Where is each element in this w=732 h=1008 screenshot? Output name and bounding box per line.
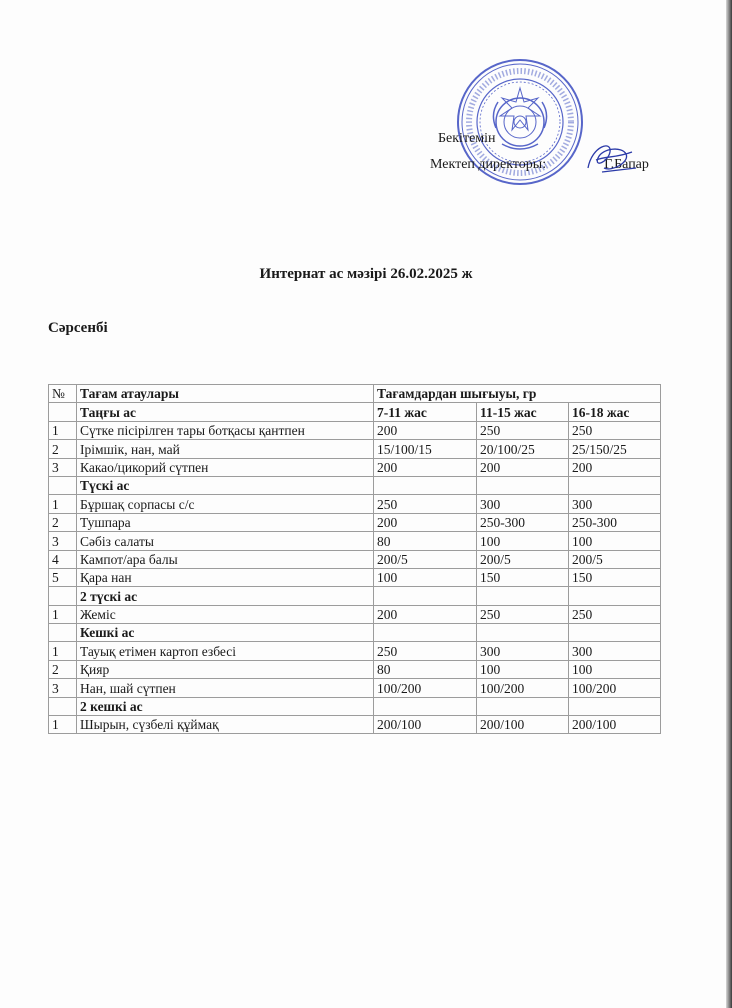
dish-name: Тауық етімен картоп езбесі <box>77 642 374 660</box>
portion-11-15: 100 <box>477 532 569 550</box>
portion-11-15: 200/5 <box>477 550 569 568</box>
section-name: Таңғы ас <box>77 403 374 421</box>
portion-11-15: 200/100 <box>477 716 569 734</box>
row-number: 1 <box>49 421 77 439</box>
column-dish-header: Тағам атаулары <box>77 385 374 403</box>
section-number-cell <box>49 587 77 605</box>
portion-7-11: 15/100/15 <box>374 440 477 458</box>
row-number: 3 <box>49 458 77 476</box>
portion-16-18: 300 <box>569 495 661 513</box>
portion-16-18: 200/100 <box>569 716 661 734</box>
portion-11-15: 150 <box>477 568 569 586</box>
portion-16-18: 250 <box>569 605 661 623</box>
age-group-header: 7-11 жас <box>374 403 477 421</box>
row-number: 2 <box>49 440 77 458</box>
column-yield-header: Тағамдардан шығыуы, гр <box>374 385 661 403</box>
dish-name: Сәбіз салаты <box>77 532 374 550</box>
empty-cell <box>374 476 477 494</box>
dish-name: Какао/цикорий сүтпен <box>77 458 374 476</box>
empty-cell <box>477 587 569 605</box>
table-row <box>49 679 661 697</box>
row-number: 2 <box>49 513 77 531</box>
portion-11-15: 100/200 <box>477 679 569 697</box>
portion-11-15: 300 <box>477 495 569 513</box>
portion-16-18: 25/150/25 <box>569 440 661 458</box>
portion-11-15: 250 <box>477 605 569 623</box>
menu-table <box>48 384 661 734</box>
portion-16-18: 100/200 <box>569 679 661 697</box>
row-number: 5 <box>49 568 77 586</box>
portion-7-11: 100 <box>374 568 477 586</box>
table-row <box>49 440 661 458</box>
section-number-cell <box>49 476 77 494</box>
portion-16-18: 300 <box>569 642 661 660</box>
section-header-row <box>49 587 661 605</box>
dish-name: Тушпара <box>77 513 374 531</box>
table-row <box>49 642 661 660</box>
portion-11-15: 300 <box>477 642 569 660</box>
portion-7-11: 200 <box>374 458 477 476</box>
section-header-row <box>49 476 661 494</box>
section-header-row <box>49 624 661 642</box>
portion-7-11: 80 <box>374 532 477 550</box>
portion-11-15: 100 <box>477 660 569 678</box>
portion-11-15: 20/100/25 <box>477 440 569 458</box>
dish-name: Нан, шай сүтпен <box>77 679 374 697</box>
section-number-cell <box>49 697 77 715</box>
row-number: 1 <box>49 716 77 734</box>
portion-7-11: 100/200 <box>374 679 477 697</box>
portion-16-18: 150 <box>569 568 661 586</box>
approved-label: Бекітемін <box>438 131 496 146</box>
menu-title: Интернат ас мәзірі 26.02.2025 ж <box>259 266 473 282</box>
table-header-row <box>49 385 661 403</box>
age-group-header: 16-18 жас <box>569 403 661 421</box>
dish-name: Шырын, сүзбелі құймақ <box>77 716 374 734</box>
row-number: 3 <box>49 679 77 697</box>
table-row <box>49 568 661 586</box>
scan-edge-shadow <box>726 0 732 1008</box>
table-row <box>49 513 661 531</box>
empty-cell <box>374 624 477 642</box>
portion-7-11: 200/100 <box>374 716 477 734</box>
empty-cell <box>569 476 661 494</box>
dish-name: Сүтке пісірілген тары ботқасы қантпен <box>77 421 374 439</box>
director-name: Г.Бапар <box>604 157 649 172</box>
table-row <box>49 458 661 476</box>
section-number-cell <box>49 403 77 421</box>
portion-16-18: 200 <box>569 458 661 476</box>
empty-cell <box>374 697 477 715</box>
table-row <box>49 532 661 550</box>
dish-name: Кампот/ара балы <box>77 550 374 568</box>
dish-name: Қара нан <box>77 568 374 586</box>
table-row <box>49 716 661 734</box>
section-name: 2 кешкі ас <box>77 697 374 715</box>
row-number: 1 <box>49 642 77 660</box>
table-row <box>49 605 661 623</box>
portion-16-18: 250-300 <box>569 513 661 531</box>
portion-7-11: 80 <box>374 660 477 678</box>
portion-7-11: 200 <box>374 513 477 531</box>
portion-16-18: 250 <box>569 421 661 439</box>
dish-name: Ірімшік, нан, май <box>77 440 374 458</box>
row-number: 1 <box>49 605 77 623</box>
dish-name: Жеміс <box>77 605 374 623</box>
director-signature <box>582 138 640 180</box>
section-header-row <box>49 697 661 715</box>
portion-11-15: 250 <box>477 421 569 439</box>
portion-7-11: 200 <box>374 605 477 623</box>
empty-cell <box>569 587 661 605</box>
empty-cell <box>374 587 477 605</box>
portion-16-18: 100 <box>569 660 661 678</box>
table-row <box>49 421 661 439</box>
age-group-header: 11-15 жас <box>477 403 569 421</box>
portion-11-15: 200 <box>477 458 569 476</box>
row-number: 2 <box>49 660 77 678</box>
section-header-row <box>49 403 661 421</box>
table-row <box>49 550 661 568</box>
portion-7-11: 250 <box>374 495 477 513</box>
section-number-cell <box>49 624 77 642</box>
portion-16-18: 200/5 <box>569 550 661 568</box>
empty-cell <box>477 476 569 494</box>
column-number-header: № <box>49 385 77 403</box>
section-name: Түскі ас <box>77 476 374 494</box>
portion-7-11: 250 <box>374 642 477 660</box>
weekday-label: Сәрсенбі <box>48 320 108 336</box>
table-row <box>49 495 661 513</box>
empty-cell <box>569 697 661 715</box>
portion-11-15: 250-300 <box>477 513 569 531</box>
portion-16-18: 100 <box>569 532 661 550</box>
empty-cell <box>477 624 569 642</box>
row-number: 4 <box>49 550 77 568</box>
portion-7-11: 200/5 <box>374 550 477 568</box>
portion-7-11: 200 <box>374 421 477 439</box>
dish-name: Бұршақ сорпасы с/с <box>77 495 374 513</box>
section-name: Кешкі ас <box>77 624 374 642</box>
table-row <box>49 660 661 678</box>
empty-cell <box>477 697 569 715</box>
row-number: 3 <box>49 532 77 550</box>
row-number: 1 <box>49 495 77 513</box>
director-label: Мектеп директоры: <box>430 157 547 172</box>
section-name: 2 түскі ас <box>77 587 374 605</box>
dish-name: Қияр <box>77 660 374 678</box>
empty-cell <box>569 624 661 642</box>
